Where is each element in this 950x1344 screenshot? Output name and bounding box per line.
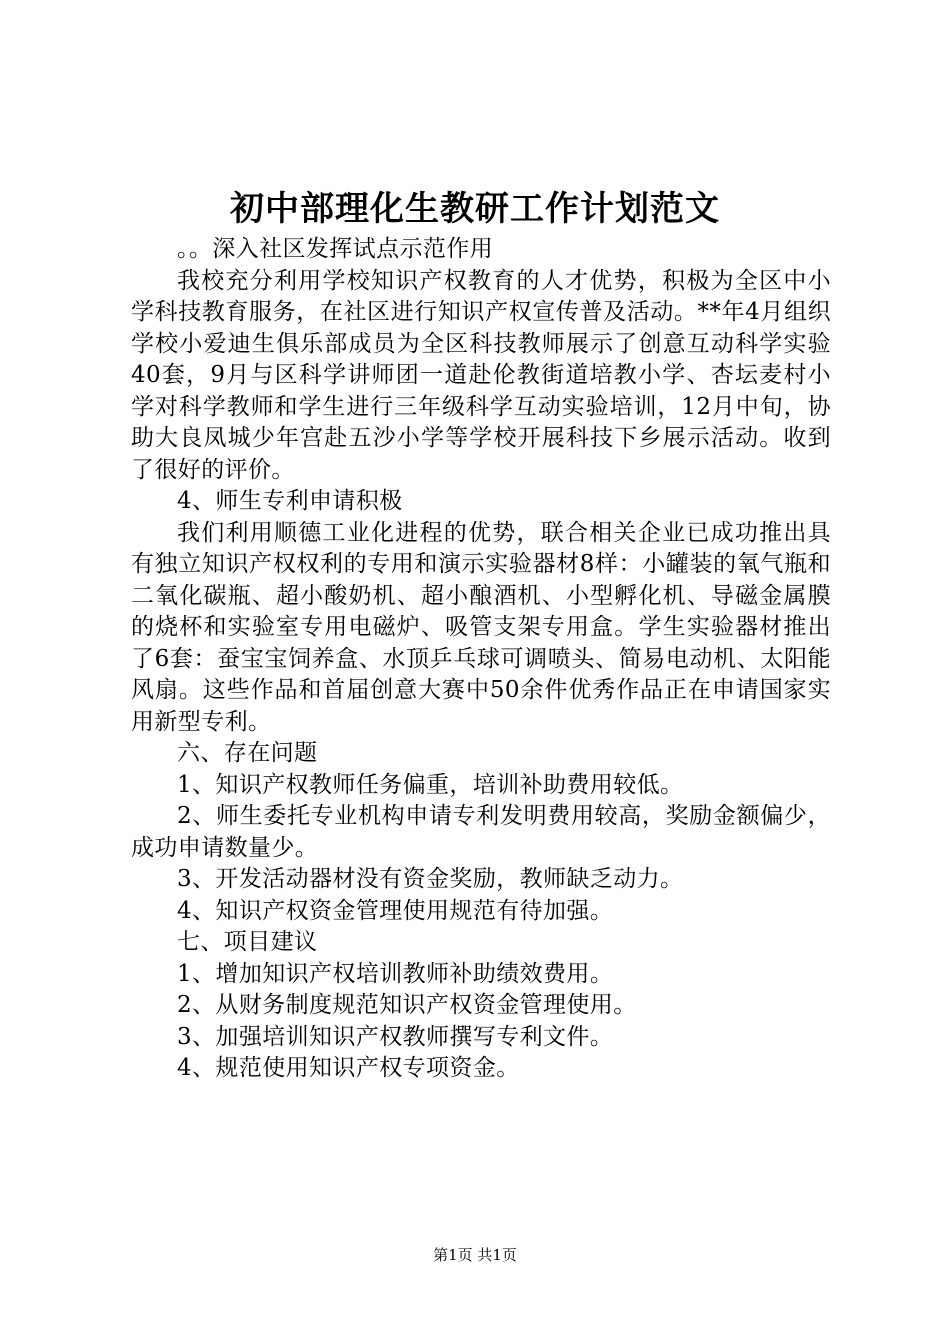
section-heading-problems: 六、存在问题: [177, 740, 318, 766]
paragraph-patent-equipment: 我们利用顺德工业化进程的优势，联合相关企业已成功推出具有独立知识产权权利的专用和演示实验器材8样：小罐装的氧气瓶和二氧化碳瓶、超小酸奶机、超小酿酒机、小型孵化机、导磁金属膜的烧杯和实验室专用电磁炉、吸管支架专用盒。学生实验器材推出了6套：蚕宝宝饲养盒、水顶乒乓球可调喷头、简易电动机、太阳能风扇。这些作品和首届创意大赛中50余件优秀作品正在申请国家实用新型专利。: [131, 519, 831, 735]
problem-item-4: 4、知识产权资金管理使用规范有待加强。: [177, 897, 614, 924]
section-heading-patents: 4、师生专利申请积极: [177, 488, 403, 514]
suggestion-item-4: 4、规范使用知识产权专项资金。: [177, 1055, 520, 1081]
problem-item-1: 1、知识产权教师任务偏重，培训补助费用较低。: [177, 771, 684, 798]
suggestion-item-1: 1、增加知识产权培训教师补助绩效费用。: [177, 960, 614, 987]
document-title: 初中部理化生教研工作计划范文: [230, 189, 720, 229]
page-footer: 第1页 共1页: [433, 1246, 517, 1264]
section-heading-suggestions: 七、项目建议: [177, 929, 318, 955]
suggestion-item-2: 2、从财务制度规范知识产权资金管理使用。: [177, 992, 637, 1018]
problem-item-3: 3、开发活动器材没有资金奖励，教师缺乏动力。: [177, 866, 684, 892]
suggestion-item-3: 3、加强培训知识产权教师撰写专利文件。: [177, 1023, 614, 1050]
paragraph-community-activities: 我校充分利用学校知识产权教育的人才优势，积极为全区中小学科技教育服务，在社区进行知识产权宣传普及活动。**年4月组织学校小爱迪生俱乐部成员为全区科技教师展示了创意互动科学实验40套，9月与区科学讲师团一道赴伦教街道培教小学、杏坛麦村小学对科学教师和学生进行三年级科学互动实验培训，12月中旬，协助大良凤城少年宫赴五沙小学等学校开展科技下乡展示活动。收到了很好的评价。: [131, 267, 831, 483]
section-heading-community: 。。深入社区发挥试点示范作用: [177, 236, 494, 262]
document-body: [131, 234, 831, 1085]
problem-item-2: 2、师生委托专业机构申请专利发明费用较高，奖励金额偏少，成功申请数量少。: [131, 803, 831, 861]
